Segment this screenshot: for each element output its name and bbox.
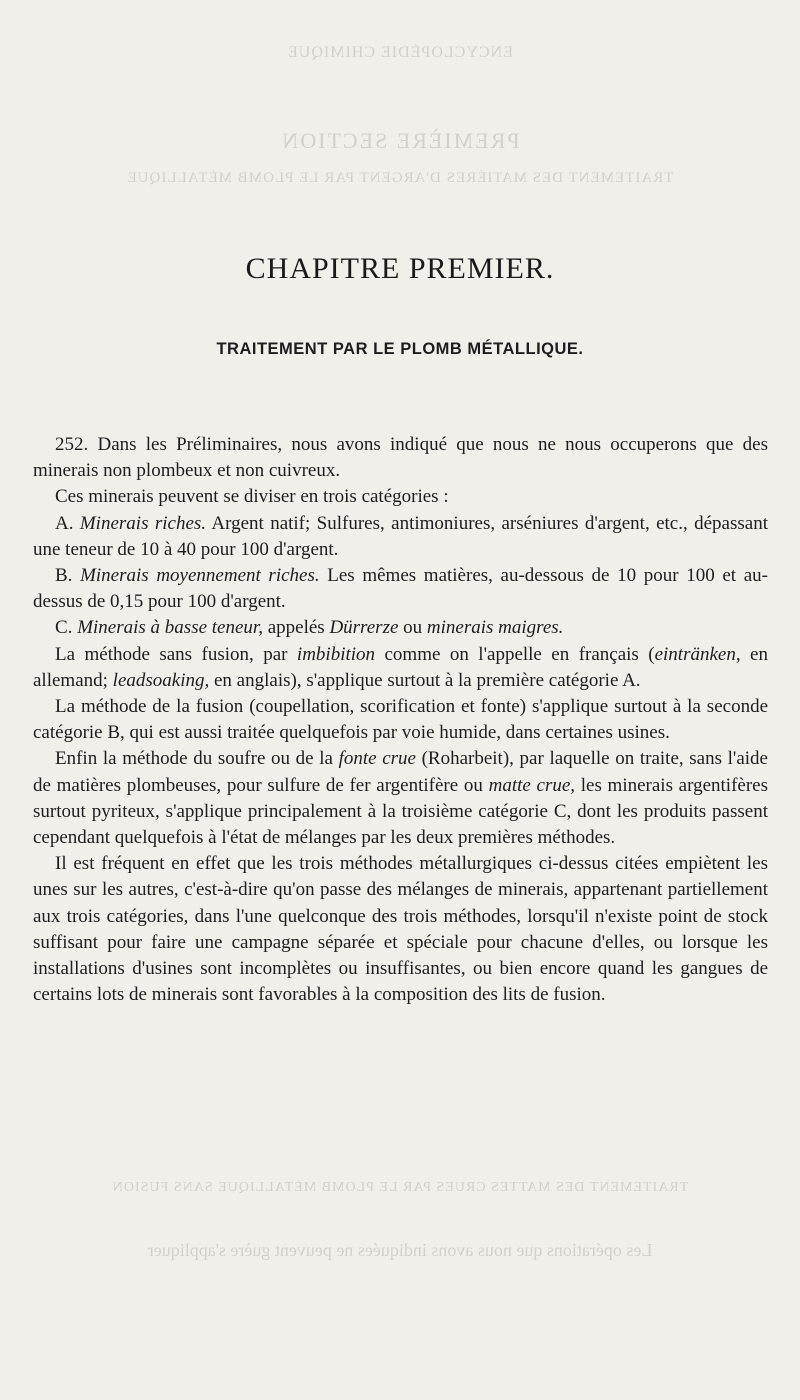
text-run: La méthode de la fusion (coupellation, scorification et fonte) s'applique surtout à la seconde catégorie B, qui est aussi traitée quelquefois par voie humide, dans certaines usines. [33,696,768,744]
section-title: TRAITEMENT PAR LE PLOMB MÉTALLIQUE. [216,340,584,358]
text-run: 252. Dans les Préliminaires, nous avons indiqué que nous ne nous occuperons que des minerais non plombeux et non cuivreux. [33,434,768,482]
italic-run: eintränken, [654,643,741,665]
text-run: C. [55,617,78,639]
text-run: Ces minerais peuvent se diviser en trois catégories : [55,486,449,508]
text-run: Enfin la méthode du soufre ou de la [55,748,339,770]
text-run: Il est fréquent en effet que les trois méthodes métallurgiques ci-dessus citées empiètent les unes sur les autres, c'est-à-dire qu'on passe des mélanges de minerais, appartenant partiellement aux trois catégories, dans l'une quelconque des trois méthodes, lorsqu'il n'existe point de stock suffisant pour faire une campagne séparée et spéciale pour chacune d'elles, ou lorsque les installations d'usines sont incomplètes ou insuffisantes, ou bien encore quand les gangues de certains lots de minerais sont favorables à la composition des lits de fusion. [33,853,768,1006]
italic-run: leadsoaking, [112,669,210,691]
paragraph [33,432,768,484]
text-run: (Roharbeit), par laquelle on traite, sans l'aide de matières plombeuses, pour sulfure de fer argentifère ou [33,748,768,796]
italic-run: Minerais à basse teneur, [77,617,263,639]
text-run: en allemand; [33,643,768,691]
bleed-through-text: Les opérations que nous avons indiquées ne peuvent guère s'appliquer [147,1240,653,1260]
body-text [33,432,768,1008]
italic-run: matte crue, [488,774,576,796]
bleed-through-header: ENCYCLOPÉDIE CHIMIQUE [287,44,513,61]
paragraph [33,563,768,615]
text-run: comme on l'appelle en français ( [375,643,655,665]
text-run: Argent natif; Sulfures, antimoniures, arséniures d'argent, etc., dépassant une teneur de 10 à 40 pour 100 d'argent. [33,512,768,560]
paragraph [33,746,768,851]
text-run: les minerais argentifères surtout pyriteux, s'applique principalement à la troisième catégorie C, dont les produits passent cependant quelquefois à l'état de mélanges par les deux premières méthodes. [33,774,769,849]
bleed-through-subheading: TRAITEMENT DES MATIÈRES D'ARGENT PAR LE PLOMB MÉTALLIQUE [126,170,674,186]
text-run: appelés [262,617,330,639]
bleed-through-section: TRAITEMENT DES MATTES CRUES PAR LE PLOMB MÉTALLIQUE SANS FUSION [111,1180,689,1195]
chapter-title: CHAPITRE PREMIER. [245,252,555,285]
paragraph [33,642,768,694]
bleed-through-heading: PREMIÈRE SECTION [280,128,520,153]
text-run: A. [55,512,80,534]
italic-run: minerais maigres. [426,617,564,639]
italic-run: Minerais riches. [79,512,207,534]
text-run: ou [398,617,427,639]
italic-run: Dürrerze [329,617,399,639]
text-run: La méthode sans fusion, par [55,643,297,665]
paragraph [33,851,768,1008]
italic-run: Minerais moyennement riches. [80,565,320,587]
paragraph [33,484,768,510]
text-run: B. [55,565,81,587]
paragraph [33,694,768,746]
italic-run: fonte crue [338,748,416,770]
paragraph [33,511,768,563]
paragraph [33,615,768,641]
italic-run: imbibition [296,643,376,665]
text-run: Les mêmes matières, au-dessous de 10 pour 100 et au-dessus de 0,15 pour 100 d'argent. [33,565,768,613]
text-run: en anglais), s'applique surtout à la première catégorie A. [209,669,641,691]
